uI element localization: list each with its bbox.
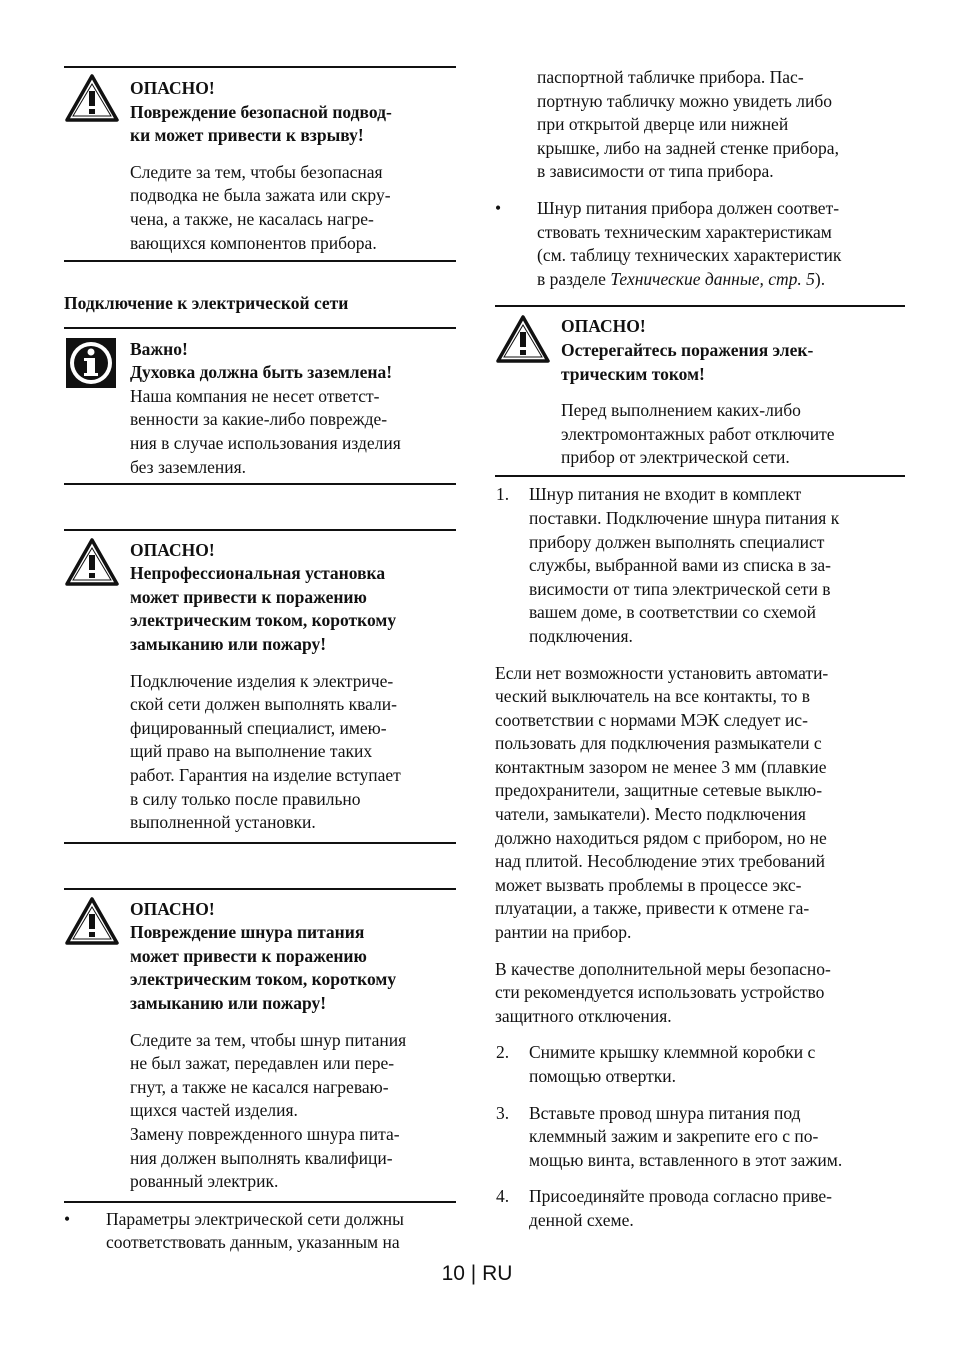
numbered-step <box>495 1041 905 1088</box>
step-number: 3. <box>496 1102 510 1123</box>
step-line: подключения. <box>529 625 633 646</box>
danger-heading-line: замыканию или пожару! <box>130 633 327 654</box>
bullet-line-reference <box>537 268 905 292</box>
danger-body-line: Замену поврежденного шнура пита- <box>130 1123 400 1144</box>
bullet-line: крышке, либо на задней стенке прибора, <box>537 137 839 158</box>
danger-body-line: гнут, а также не касался нагреваю- <box>130 1076 389 1097</box>
list-item <box>495 197 905 291</box>
danger-heading-line: Повреждение шнура питания <box>130 922 365 943</box>
paragraph-line: соответствии с нормами МЭК следует ис- <box>495 709 808 730</box>
step-number: 4. <box>496 1186 510 1207</box>
important-body-line: Наша компания не несет ответст- <box>130 385 380 406</box>
numbered-step <box>495 483 905 648</box>
step-line: мощью винта, вставленного в этот зажим. <box>529 1149 843 1170</box>
info-icon <box>65 337 117 396</box>
danger-body-line: Следите за тем, чтобы шнур питания <box>130 1029 407 1050</box>
danger-block-installation <box>64 529 456 844</box>
step-line: помощью отвертки. <box>529 1066 677 1086</box>
important-block-grounding <box>64 327 456 485</box>
danger-block-power-cord <box>64 888 456 1203</box>
step-line: прибору должен выполнять специалист <box>529 531 825 552</box>
danger-body-line: вающихся компонентов прибора. <box>130 232 377 253</box>
step-line: денной схеме. <box>529 1209 634 1230</box>
danger-heading-line: замыканию или пожару! <box>130 992 327 1013</box>
warning-triangle-icon <box>496 315 550 370</box>
footer-separator: | <box>470 1262 477 1285</box>
step-number: 1. <box>496 484 510 505</box>
step-line: Вставьте провод шнура питания под <box>529 1102 801 1123</box>
paragraph-line: должно находиться рядом с прибором, но не <box>495 827 827 848</box>
bullet-line: паспортной табличке прибора. Пас- <box>537 67 804 87</box>
danger-block-gas-connection <box>64 66 456 262</box>
danger-heading-line: может привести к поражению <box>130 586 367 607</box>
danger-heading-line: электрическим током, короткому <box>130 610 397 631</box>
danger-heading-line: ки может привести к взрыву! <box>130 125 364 146</box>
left-column <box>64 0 456 1255</box>
warning-triangle-icon <box>65 897 119 952</box>
important-title: Важно! <box>130 338 188 359</box>
bullet-line: (см. таблицу технических характеристик <box>537 245 842 266</box>
danger-body-line: рованный электрик. <box>130 1171 279 1192</box>
section-heading: Подключение к электрической сети <box>64 293 349 313</box>
paragraph-line: сти рекомендуется использовать устройство <box>495 982 825 1003</box>
bullet-line: в зависимости от типа прибора. <box>537 161 774 182</box>
step-line: Присоединяйте провода согласно приве- <box>529 1186 832 1207</box>
danger-body-line: щий право на выполнение таких <box>130 741 373 762</box>
step-line: вашем доме, в соответствии со схемой <box>529 602 816 623</box>
danger-body-line: ния должен выполнять квалифици- <box>130 1147 393 1168</box>
danger-body-line: выполненной установки. <box>130 812 316 833</box>
warning-triangle-icon <box>65 538 119 593</box>
important-body-line: без заземления. <box>130 456 247 477</box>
numbered-step <box>495 1102 905 1173</box>
danger-body-line: ской сети должен выполнять квали- <box>130 694 397 715</box>
step-line: службы, выбранной вами из списка в за- <box>529 555 832 576</box>
right-column <box>495 0 905 1233</box>
paragraph-line: ческий выключатель на все контакты, то в <box>495 686 811 707</box>
step-line: висимости от типа электрической сети в <box>529 578 831 599</box>
bullet-line: ствовать техническим характеристикам <box>537 221 832 242</box>
danger-body-line: прибор от электрической сети. <box>561 447 790 468</box>
danger-title: ОПАСНО! <box>561 316 646 337</box>
step-line: клеммный зажим и закрепите его с по- <box>529 1126 819 1147</box>
danger-body-line: не был зажат, передавлен или пере- <box>130 1053 395 1074</box>
language-code: RU <box>482 1262 513 1285</box>
numbered-step <box>495 1185 905 1232</box>
danger-heading-line: может привести к поражению <box>130 945 367 966</box>
bullet-mark: • <box>64 1208 71 1229</box>
step-number: 2. <box>496 1042 510 1063</box>
danger-heading-line: Повреждение безопасной подвод- <box>130 101 392 122</box>
paragraph-line: Если нет возможности установить автомати- <box>495 662 829 683</box>
danger-body-line: Подключение изделия к электриче- <box>130 670 394 691</box>
paragraph-line: может вызвать проблемы в процессе экс- <box>495 874 802 895</box>
danger-title: ОПАСНО! <box>130 78 215 98</box>
warning-triangle-icon <box>65 74 119 129</box>
paragraph-line: плуатации, а также, привести к отмене га- <box>495 898 810 919</box>
danger-heading-line: трическим током! <box>561 363 705 384</box>
step-line: Снимите крышку клеммной коробки с <box>529 1042 816 1063</box>
paragraph-circuit-breaker <box>495 662 905 945</box>
step-line: Шнур питания не входит в комплект <box>529 484 802 505</box>
reference-link-text: Технические данные, стр. 5 <box>610 268 815 289</box>
danger-body-line: электромонтажных работ отключите <box>561 423 835 444</box>
danger-body-line: чена, а также, не касалась нагре- <box>130 208 374 229</box>
danger-heading-line: электрическим током, короткому <box>130 969 397 990</box>
danger-heading-line: Остерегайтесь поражения элек- <box>561 339 814 360</box>
danger-body-line: Следите за тем, чтобы безопасная <box>130 161 383 182</box>
reference-suffix: ). <box>814 268 826 289</box>
list-item-continuation <box>495 66 905 184</box>
reference-prefix: в разделе <box>537 268 611 289</box>
danger-title: ОПАСНО! <box>130 539 215 560</box>
paragraph-line: рантии на прибор. <box>495 922 632 943</box>
paragraph-line: В качестве дополнительной меры безопасно- <box>495 958 831 979</box>
danger-body-line: работ. Гарантия на изделие вступает <box>130 764 401 785</box>
bullet-line: Параметры электрической сети должны <box>106 1208 404 1229</box>
step-line: поставки. Подключение шнура питания к <box>529 507 840 528</box>
important-subtitle: Духовка должна быть заземлена! <box>130 362 393 383</box>
list-item <box>64 1208 456 1255</box>
bullet-line: Шнур питания прибора должен соответ- <box>537 197 840 218</box>
danger-block-electric-shock <box>495 305 905 477</box>
paragraph-line: над плитой. Несоблюдение этих требований <box>495 851 826 872</box>
paragraph-line: предохранители, защитные сетевые выклю- <box>495 780 823 801</box>
danger-body-line: фицированный специалист, имею- <box>130 717 387 738</box>
danger-title: ОПАСНО! <box>130 898 215 919</box>
paragraph-line: защитного отключения. <box>495 1005 672 1026</box>
danger-body-line: подводка не была зажата или скру- <box>130 185 391 206</box>
page-number: 10 <box>441 1262 465 1285</box>
danger-body-line: Перед выполнением каких-либо <box>561 400 801 421</box>
paragraph-line: контактным зазором не менее 3 мм (плавкие <box>495 756 827 777</box>
important-body-line: венности за какие-либо поврежде- <box>130 409 388 430</box>
bullet-line: портную табличку можно увидеть либо <box>537 90 832 111</box>
important-body-line: ния в случае использования изделия <box>130 432 401 453</box>
page-footer <box>0 1261 954 1287</box>
danger-body-line: в силу только после правильно <box>130 788 361 809</box>
danger-body-line: щихся частей изделия. <box>130 1100 298 1121</box>
bullet-line: при открытой дверце или нижней <box>537 114 789 135</box>
bullet-mark: • <box>495 197 502 218</box>
bullet-line: соответствовать данным, указанным на <box>106 1232 400 1253</box>
paragraph-line: чатели, замыкатели). Место подключения <box>495 804 806 825</box>
danger-heading-line: Непрофессиональная установка <box>130 563 386 584</box>
paragraph-line: пользовать для подключения размыкатели с <box>495 733 822 754</box>
paragraph-rcd <box>495 958 905 1029</box>
